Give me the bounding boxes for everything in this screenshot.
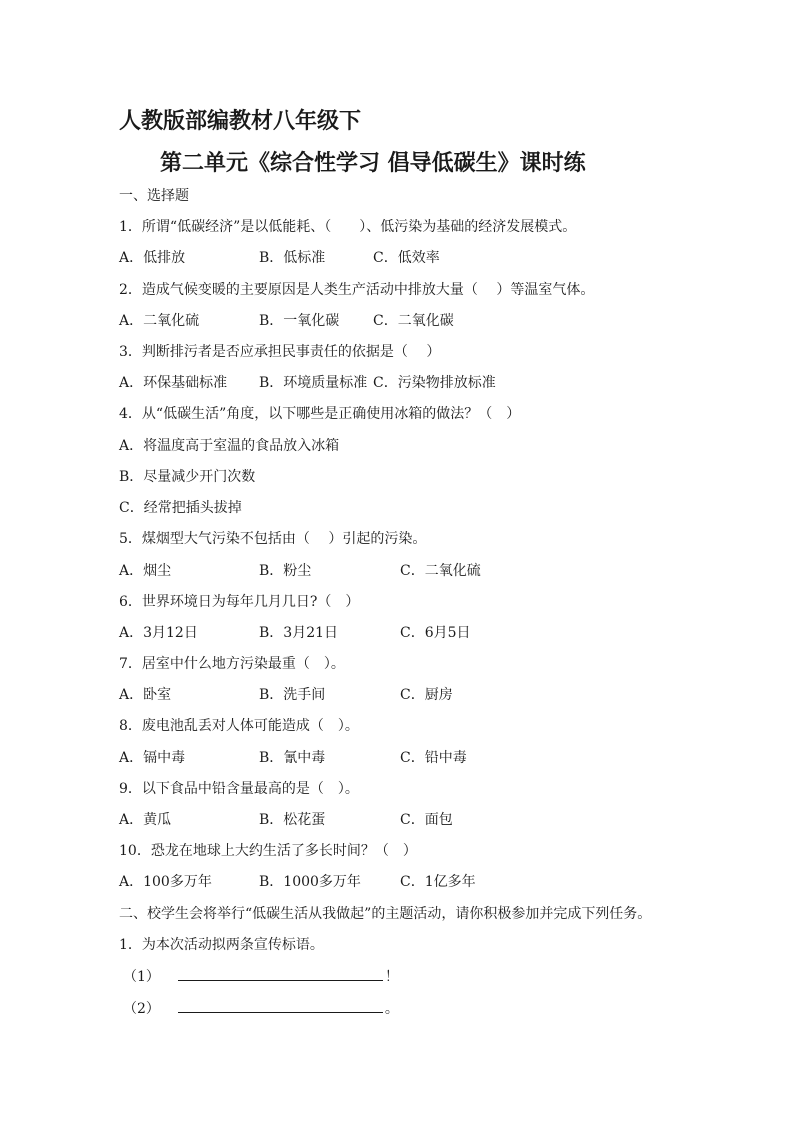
blank-end-1: ！ <box>384 969 399 985</box>
blank-label-2: （2） <box>123 1001 160 1017</box>
option-b: B．1000多万年 <box>259 874 361 890</box>
option-b: B．尽量减少开门次数 <box>119 469 256 485</box>
option-c: C．低效率 <box>373 250 440 266</box>
option-a: A．3月12日 <box>119 625 198 641</box>
option-b: B．低标准 <box>259 250 326 266</box>
option-a: A．二氧化硫 <box>119 313 200 329</box>
document-subtitle: 第二单元《综合性学习 倡导低碳生》课时练 <box>160 150 586 176</box>
document-title: 人教版部编教材八年级下 <box>119 108 362 134</box>
option-b: B．氰中毒 <box>259 750 326 766</box>
option-a: A．黄瓜 <box>119 812 172 828</box>
option-a: A．镉中毒 <box>119 750 186 766</box>
option-a: A．低排放 <box>119 250 186 266</box>
option-c: C．经常把插头拔掉 <box>119 500 242 516</box>
option-a: A．环保基础标准 <box>119 375 228 391</box>
option-c: C．6月5日 <box>400 625 471 641</box>
question-6: 6．世界环境日为每年几月几日?（ ） <box>119 594 360 610</box>
answer-blank-2[interactable] <box>178 998 383 1013</box>
option-a: A．100多万年 <box>119 874 212 890</box>
option-c: C．污染物排放标准 <box>373 375 496 391</box>
option-c: C．铅中毒 <box>400 750 467 766</box>
question-2: 2．造成气候变暖的主要原因是人类生产活动中排放大量（ ）等温室气体。 <box>119 282 595 298</box>
blank-end-2: 。 <box>384 1001 399 1017</box>
option-a: A．将温度高于室温的食品放入冰箱 <box>119 438 340 454</box>
option-b: B．环境质量标准 <box>259 375 368 391</box>
blank-label-1: （1） <box>123 969 160 985</box>
question-4: 4．从“低碳生活”角度，以下哪些是正确使用冰箱的做法？（ ） <box>119 406 521 422</box>
section-heading-activity: 二、校学生会将举行“低碳生活从我做起”的主题活动，请你积极参加并完成下列任务。 <box>119 906 652 922</box>
section-heading-choice: 一、选择题 <box>119 188 189 204</box>
option-b: B．洗手间 <box>259 687 326 703</box>
slogan-row-2 <box>123 998 399 1018</box>
option-c: C．二氧化硫 <box>400 563 481 579</box>
question-9: 9．以下食品中铅含量最高的是（ ）。 <box>119 781 359 797</box>
option-c: C．1亿多年 <box>400 874 476 890</box>
option-c: C．面包 <box>400 812 453 828</box>
option-b: B．3月21日 <box>259 625 339 641</box>
question-3: 3．判断排污者是否应承担民事责任的依据是（ ） <box>119 344 441 360</box>
question-10: 10．恐龙在地球上大约生活了多长时间？（ ） <box>119 843 417 859</box>
option-c: C．二氧化碳 <box>373 313 454 329</box>
slogan-row-1 <box>123 966 399 986</box>
question-8: 8．废电池乱丢对人体可能造成（ ）。 <box>119 718 359 734</box>
option-b: B．一氧化碳 <box>259 313 340 329</box>
option-c: C．厨房 <box>400 687 453 703</box>
answer-blank-1[interactable] <box>178 966 383 981</box>
task-1: 1．为本次活动拟两条宣传标语。 <box>119 937 324 953</box>
question-1: 1．所谓“低碳经济”是以低能耗、（ ）、低污染为基础的经济发展模式。 <box>119 219 577 235</box>
option-b: B．粉尘 <box>259 563 312 579</box>
option-a: A．烟尘 <box>119 563 172 579</box>
question-5: 5．煤烟型大气污染不包括由（ ）引起的污染。 <box>119 531 427 547</box>
question-7: 7．居室中什么地方污染最重（ ）。 <box>119 656 345 672</box>
option-a: A．卧室 <box>119 687 172 703</box>
option-b: B．松花蛋 <box>259 812 326 828</box>
